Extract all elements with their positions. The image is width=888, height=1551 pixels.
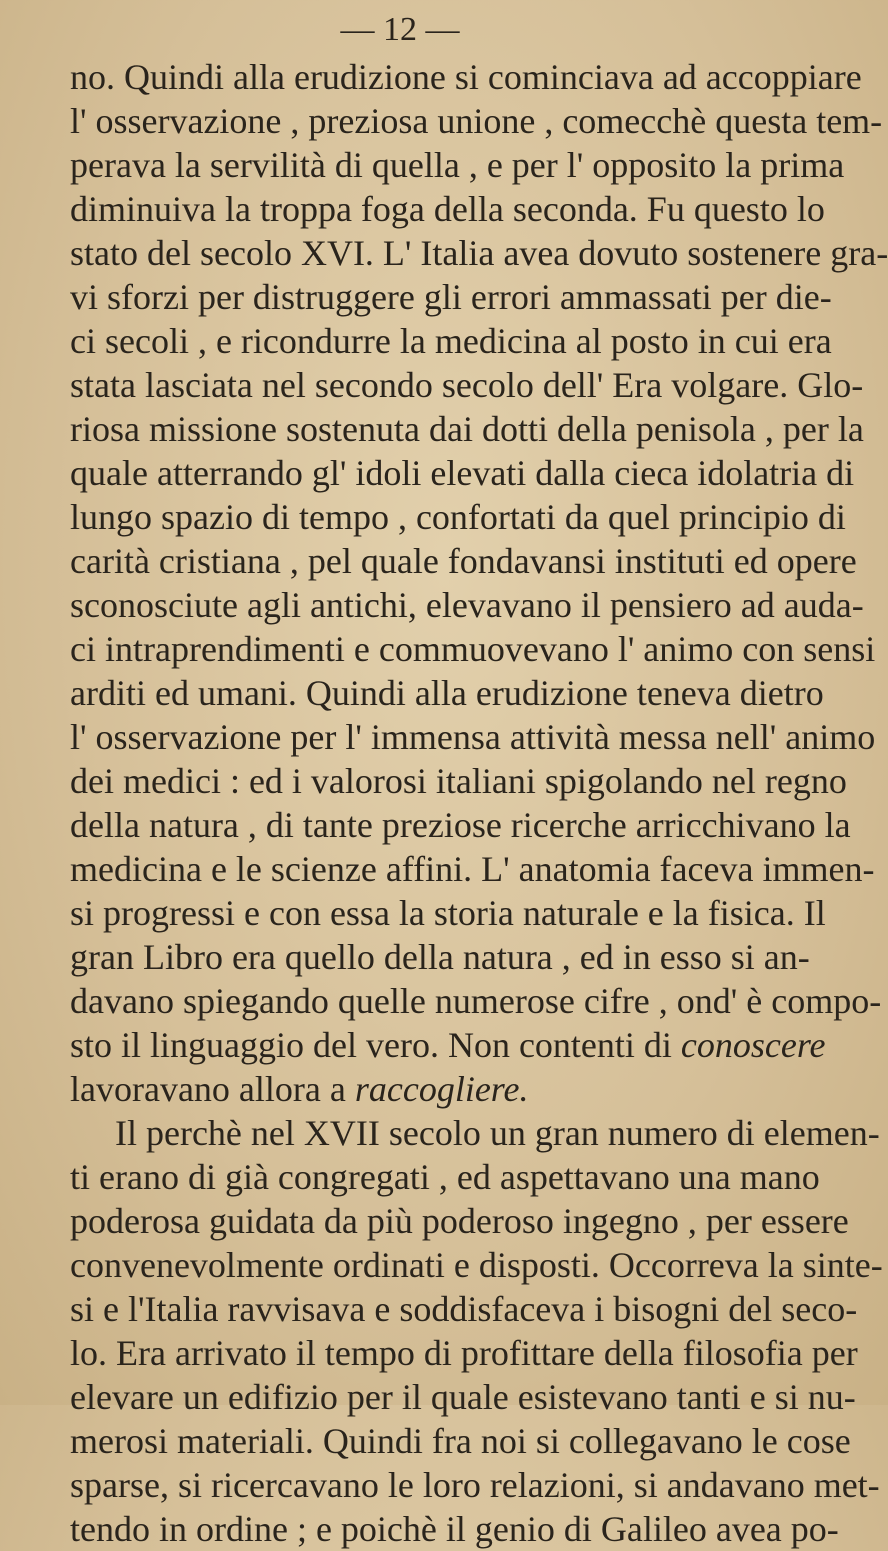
text-line: dei medici : ed i valorosi italiani spigolando nel regno <box>70 761 847 801</box>
text-line: ci secoli , e ricondurre la medicina al posto in cui era <box>70 321 832 361</box>
text-line: ti erano di già congregati , ed aspettavano una mano <box>70 1157 820 1197</box>
text-line-italic: conoscere <box>680 1025 826 1065</box>
text-line: poderosa guidata da più poderoso ingegno , per essere <box>70 1201 849 1241</box>
text-line: medicina e le scienze affini. L' anatomia faceva immen- <box>70 849 875 889</box>
text-line: Il perchè nel XVII secolo un gran numero di elemen- <box>115 1113 880 1153</box>
text-line: lo. Era arrivato il tempo di profittare della filosofia per <box>70 1333 858 1373</box>
text-line-italic: raccogliere. <box>354 1069 529 1109</box>
text-line: tendo in ordine ; e poichè il genio di Galileo avea po- <box>70 1509 839 1549</box>
text-line: della natura , di tante preziose ricerche arricchivano la <box>70 805 851 845</box>
text-line: vi sforzi per distruggere gli errori ammassati per die- <box>70 277 832 317</box>
text-line: stato del secolo XVI. L' Italia avea dovuto sostenere gra- <box>70 233 888 273</box>
text-line: si e l'Italia ravvisava e soddisfaceva i bisogni del seco- <box>70 1289 858 1329</box>
page-number-header: — 12 — <box>340 11 460 48</box>
text-line: elevare un edifizio per il quale esistevano tanti e si nu- <box>70 1377 856 1417</box>
text-line: diminuiva la troppa foga della seconda. Fu questo lo <box>70 189 825 229</box>
text-line <box>70 1023 826 1067</box>
text-line: davano spiegando quelle numerose cifre , ond' è compo- <box>70 981 882 1021</box>
text-line: sconosciute agli antichi, elevavano il pensiero ad auda- <box>70 585 864 625</box>
body-text <box>70 55 888 1551</box>
text-line: perava la servilità di quella , e per l' opposito la prima <box>70 145 845 185</box>
text-line: carità cristiana , pel quale fondavansi instituti ed opere <box>70 541 857 581</box>
text-line: arditi ed umani. Quindi alla erudizione teneva dietro <box>70 673 824 713</box>
text-line-roman: lavoravano allora a <box>70 1069 346 1109</box>
text-line: no. Quindi alla erudizione si cominciava ad accoppiare <box>70 57 862 97</box>
text-line <box>70 1067 735 1111</box>
text-line: l' osservazione per l' immensa attività messa nell' animo <box>70 717 876 757</box>
text-line: lungo spazio di tempo , confortati da quel principio di <box>70 497 846 537</box>
text-line: ci intraprendimenti e commuovevano l' animo con sensi <box>70 629 876 669</box>
text-line: convenevolmente ordinati e disposti. Occorreva la sinte- <box>70 1245 883 1285</box>
text-line-roman: sto il linguaggio del vero. Non contenti di <box>70 1025 672 1065</box>
text-line: stata lasciata nel secondo secolo dell' Era volgare. Glo- <box>70 365 864 405</box>
text-line: gran Libro era quello della natura , ed in esso si an- <box>70 937 810 977</box>
text-line: l' osservazione , preziosa unione , comecchè questa tem- <box>70 101 883 141</box>
text-line: riosa missione sostenuta dai dotti della penisola , per la <box>70 409 864 449</box>
text-line: quale atterrando gl' idoli elevati dalla cieca idolatria di <box>70 453 855 493</box>
text-line: merosi materiali. Quindi fra noi si collegavano le cose <box>70 1421 851 1461</box>
text-line: sparse, si ricercavano le loro relazioni, si andavano met- <box>70 1465 880 1505</box>
text-line: si progressi e con essa la storia naturale e la fisica. Il <box>70 893 826 933</box>
